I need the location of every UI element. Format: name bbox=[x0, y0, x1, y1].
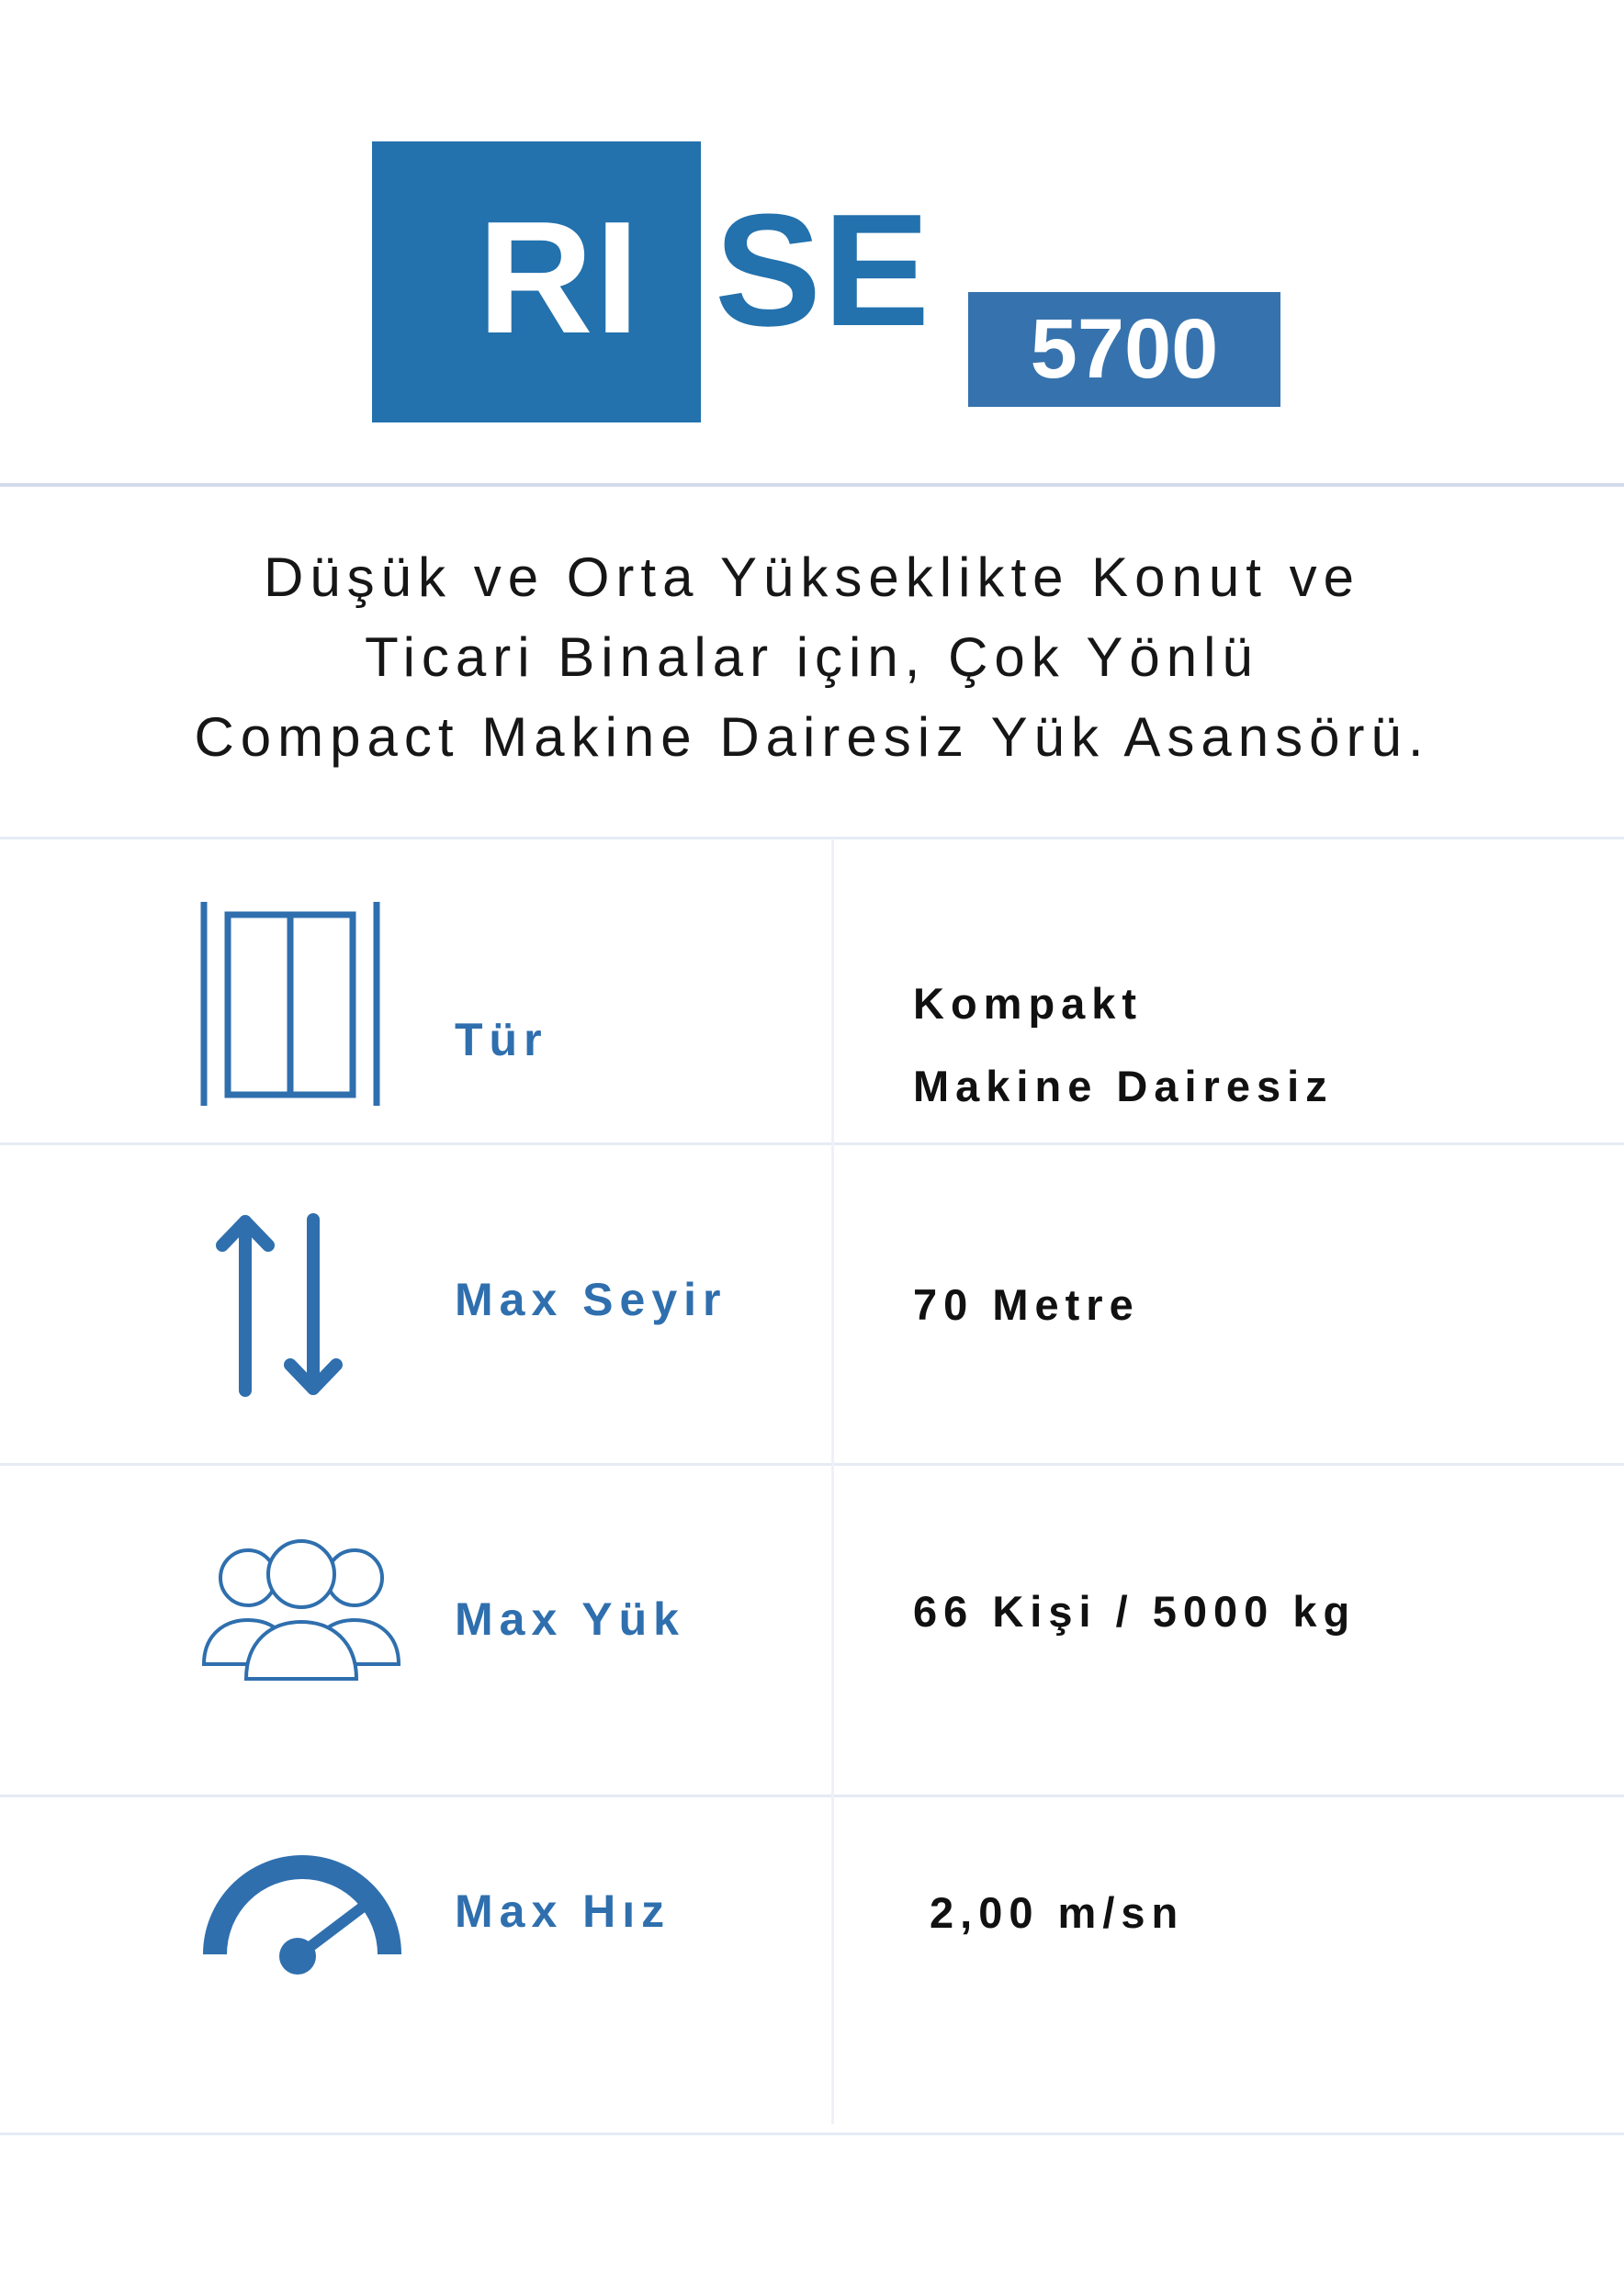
people-group-icon bbox=[200, 1539, 402, 1683]
table-divider-3 bbox=[0, 1795, 1624, 1797]
table-divider-top bbox=[0, 837, 1624, 839]
spec-label-speed: Max Hız bbox=[455, 1885, 671, 1937]
spec-label-type: Tür bbox=[455, 1014, 548, 1065]
logo-text-ri: RI bbox=[478, 187, 641, 366]
description-line-2: Ticari Binalar için, Çok Yönlü bbox=[365, 626, 1259, 688]
spec-label-travel: Max Seyir bbox=[455, 1274, 727, 1325]
description-line-1: Düşük ve Orta Yükseklikte Konut ve bbox=[263, 546, 1360, 608]
up-down-arrows-icon bbox=[215, 1210, 344, 1400]
spec-value-type bbox=[913, 962, 1334, 1128]
table-divider-1 bbox=[0, 1142, 1624, 1145]
spec-label-load: Max Yük bbox=[455, 1593, 685, 1645]
logo-model-number: 5700 bbox=[968, 292, 1280, 407]
spec-value-speed: 2,00 m/sn bbox=[930, 1888, 1185, 1937]
spec-value-type-line-1: Kompakt bbox=[913, 979, 1144, 1028]
table-column-divider bbox=[831, 838, 834, 2124]
table-divider-bottom bbox=[0, 2133, 1624, 2135]
speedometer-icon bbox=[208, 1863, 397, 1980]
logo-text-se: SE bbox=[715, 180, 932, 359]
spec-value-travel: 70 Metre bbox=[913, 1280, 1140, 1329]
elevator-door-icon bbox=[195, 898, 386, 1109]
table-divider-2 bbox=[0, 1463, 1624, 1466]
header-divider bbox=[0, 483, 1624, 487]
spec-value-type-line-2: Makine Dairesiz bbox=[913, 1062, 1334, 1110]
spec-value-load: 66 Kişi / 5000 kg bbox=[913, 1587, 1357, 1636]
product-description bbox=[73, 537, 1551, 777]
description-line-3: Compact Makine Dairesiz Yük Asansörü. bbox=[194, 706, 1430, 768]
